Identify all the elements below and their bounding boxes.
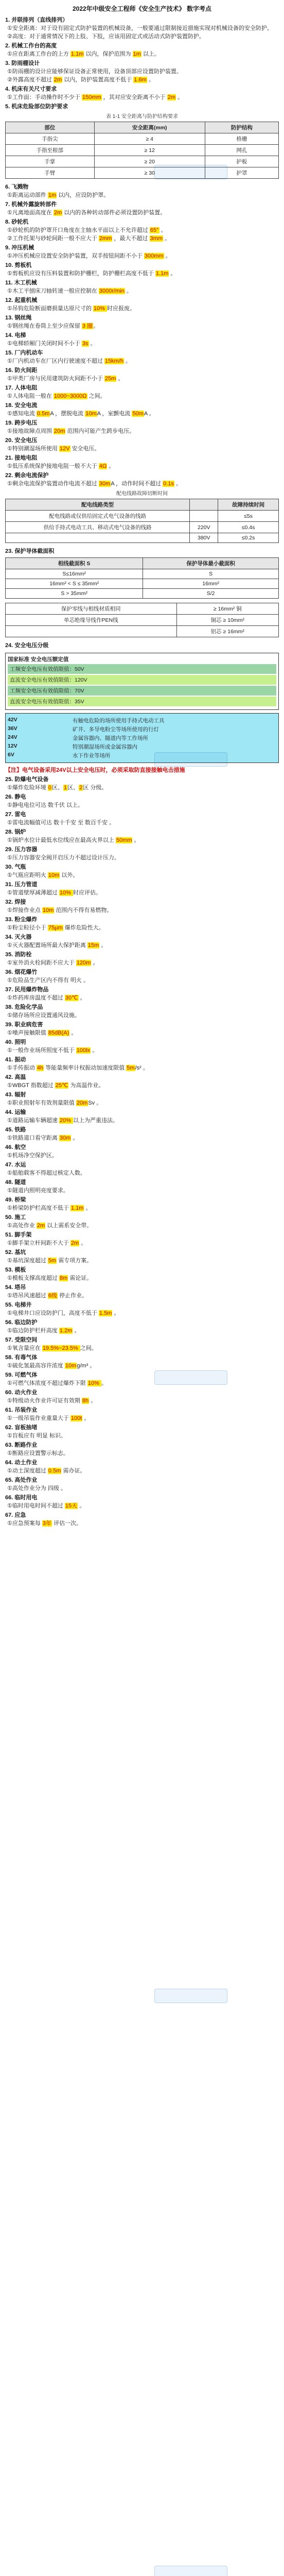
section-line: ①低压系统保护接地电阻一般不大于 4Ω 。	[7, 463, 115, 469]
table-row	[6, 626, 279, 637]
section-title: 6. 飞溅物	[5, 184, 29, 190]
section-line: ①爆炸危险环境 0区、1区、2区 分级。	[7, 785, 108, 791]
section-22	[5, 471, 279, 488]
voltage-desc: 水下作业等场所	[73, 753, 111, 759]
section-title: 64. 动土作业	[5, 1460, 38, 1466]
section-12	[5, 296, 279, 313]
section-title: 8. 砂轮机	[5, 219, 29, 225]
box-title: 国家标准 安全电压额定值	[8, 656, 69, 663]
section-title: 50. 施工	[5, 1214, 26, 1221]
section-26	[5, 793, 279, 809]
voltage-limit-row: 工频安全电压有效值限值：50V	[8, 664, 276, 674]
table-row	[6, 133, 279, 145]
section-title: 21. 接地电阻	[5, 455, 38, 461]
section-line: ①室外消火栓间距不应大于 120m 。	[7, 960, 99, 966]
watermark-logo	[154, 165, 227, 179]
section-title: 58. 有毒气体	[5, 1354, 38, 1361]
section-line: ①高处作业分为 四级 。	[7, 1485, 66, 1492]
table-cell: 格栅	[205, 133, 278, 145]
voltage-level-row	[8, 717, 276, 724]
section-63	[5, 1441, 279, 1458]
voltage-value: 42V	[8, 717, 17, 723]
section-10	[5, 261, 279, 278]
section-title: 49. 桥梁	[5, 1197, 26, 1203]
section-line: ①储存场所应设置通风设施。	[7, 1012, 80, 1019]
section-line: ①氧含量应在 19.5%~23.5% 之间。	[7, 1345, 97, 1351]
section-title: 17. 人体电阻	[5, 385, 38, 391]
voltage-value: 6V	[8, 752, 14, 758]
section-4	[5, 85, 279, 101]
section-title: 2. 机械工作台的高度	[5, 43, 57, 49]
table-cell: S	[143, 569, 279, 579]
section-53	[5, 1266, 279, 1282]
table-safety-distance	[5, 112, 279, 179]
section-66	[5, 1494, 279, 1510]
section-title: 25. 防爆电气设备	[5, 776, 49, 783]
section-line: ①特别潮湿场所使用 12V 安全电压。	[7, 446, 100, 452]
section-56	[5, 1318, 279, 1335]
table-row	[6, 145, 279, 156]
section-title: 7. 机械外露旋转部件	[5, 201, 57, 208]
section-title: 65. 高处作业	[5, 1477, 38, 1483]
section-line: ①管道壁厚减薄超过 10% 时应评估。	[7, 890, 101, 896]
section-title: 12. 起重机械	[5, 297, 38, 303]
section-line: ①安全距离：对于设有固定式防护装置的机械设备，一般要通过限制接近措施实现对机械设备的安全防护。	[7, 25, 273, 31]
voltage-level-row	[8, 743, 276, 751]
section-line: ①砂轮机的防护罩开口角度在主轴水平面以上不允许超过 65° 。	[7, 227, 167, 233]
section-51	[5, 1231, 279, 1247]
section-line: ①压力容器安全阀开启压力不超过设计压力。	[7, 855, 120, 861]
table-header-cell: 部位	[6, 122, 95, 133]
table-cell: 手指尖	[6, 133, 95, 145]
section-line: ①防雨棚的设计应能够保证设备正常使用，设备顶部应设置防护装置。	[7, 69, 182, 75]
section-title: 36. 烟花爆竹	[5, 969, 38, 975]
section-title: 52. 基坑	[5, 1249, 26, 1256]
voltage-value: 36V	[8, 725, 17, 732]
section-57	[5, 1336, 279, 1352]
section-line: ①焊接作业点 10m 范围内不得有易燃物。	[7, 907, 113, 913]
voltage-desc: 特别潮湿场所或金属容器内	[73, 744, 137, 750]
section-title: 18. 安全电流	[5, 402, 38, 409]
section-27	[5, 810, 279, 827]
table-cell: ≥ 4	[94, 133, 205, 145]
table-row	[6, 511, 279, 522]
section-29	[5, 845, 279, 862]
table-cell: 配电线路或仅供给固定式电气设备的线路	[6, 511, 190, 522]
section-line: ①厂内机动车在厂区内行驶速度不超过 15km/h 。	[7, 358, 132, 364]
table-cell: ≤0.4s	[218, 522, 279, 533]
section-line: ①临时用电时间不超过 15天 。	[7, 1503, 85, 1509]
voltage-desc: 有触电危险的场所使用手持式电动工具	[73, 718, 165, 724]
table-header-cell: 配电线路类型	[6, 499, 190, 511]
section-line: ①雷电流幅值可达 数十千安 至 数百千安 。	[7, 820, 115, 826]
table-cell: 手指至根部	[6, 145, 95, 156]
section-45	[5, 1126, 279, 1142]
section-54	[5, 1283, 279, 1300]
section-title: 42. 高温	[5, 1074, 26, 1080]
section-59	[5, 1371, 279, 1387]
table-cell: 保护零线与相线材质相同	[6, 603, 177, 615]
section-20	[5, 436, 279, 453]
table-cell: 网孔	[205, 145, 278, 156]
section-title: 4. 机床有关尺寸要求	[5, 86, 57, 92]
section-line: ①吊钩危险断面磨损量达原尺寸的 10% 时应报废。	[7, 306, 135, 312]
section-title: 41. 振动	[5, 1057, 26, 1063]
section-line: ①剩余电流保护装置动作电流不超过 30mA ，动作时间不超过 0.1s 。	[7, 481, 182, 487]
section-title: 32. 焊接	[5, 899, 26, 905]
table-header-cell	[190, 499, 218, 511]
section-36	[5, 968, 279, 985]
table-cell: 护罩	[205, 167, 278, 179]
section-52	[5, 1248, 279, 1265]
section-39	[5, 1021, 279, 1037]
section-7	[5, 200, 279, 217]
section-line: ①硫化氢最高容许浓度 10mg/m³ 。	[7, 1363, 96, 1369]
section-title: 53. 模板	[5, 1267, 26, 1273]
section-line: ①职业照射年有效剂量限值 20mSv 。	[7, 1100, 102, 1106]
table-cell: 16mm² < S ≤ 35mm²	[6, 579, 143, 589]
section-title: 37. 民用爆炸物品	[5, 987, 49, 993]
section-title: 11. 木工机械	[5, 280, 37, 286]
section-title: 20. 安全电压	[5, 437, 38, 444]
watermark-logo	[154, 752, 227, 767]
section-title: 46. 航空	[5, 1144, 26, 1150]
section-title: 27. 雷电	[5, 811, 26, 818]
section-title: 29. 压力容器	[5, 846, 38, 853]
table-cell: S/2	[143, 589, 279, 599]
section-24	[5, 641, 279, 650]
section-58	[5, 1353, 279, 1370]
section-title: 39. 职业病危害	[5, 1022, 43, 1028]
section-title: 26. 静电	[5, 794, 26, 800]
voltage-limit-row: 直流安全电压有效值限值：35V	[8, 697, 276, 706]
section-title: 38. 危险化学品	[5, 1004, 43, 1010]
section-line: ①电梯井口应设防护门，高度不低于 1.5m 。	[7, 1310, 120, 1316]
section-line: ①断路应设置警示标志。	[7, 1450, 69, 1456]
section-line: ①人体电阻一般在 1000~3000Ω 之间。	[7, 393, 106, 399]
section-line: ①手传振动 4h 等能量频率计权振动加速度限值 5m/s² 。	[7, 1065, 149, 1071]
section-34	[5, 933, 279, 950]
table-caption: 配电线路故障切断时间	[116, 491, 168, 497]
section-32	[5, 898, 279, 914]
section-title: 54. 塔吊	[5, 1284, 26, 1291]
table-row	[6, 167, 279, 179]
section-14	[5, 331, 279, 348]
section-5	[5, 103, 279, 111]
table-row	[6, 579, 279, 589]
section-line: ①一般作业场所照度不低于 100lx 。	[7, 1047, 98, 1054]
section-line: ①剪板机应设有压料装置和防护栅栏，防护栅栏高度不低于 1.1m 。	[7, 270, 176, 277]
table-cell: 护板	[205, 156, 278, 167]
table-header-cell: 故障持续时间	[218, 499, 279, 511]
section-37	[5, 986, 279, 1002]
section-line: ①气瓶应距明火 10m 以外。	[7, 872, 79, 878]
section-line: ①锅炉水位计最低水位线应在最高火界以上 50mm 。	[7, 837, 140, 843]
table-caption: 表 1-1 安全距离与防护结构要求	[105, 114, 178, 120]
section-line: ①基坑深度超过 5m 需专项方案。	[7, 1258, 93, 1264]
section-title: 55. 电梯井	[5, 1302, 32, 1308]
section-title: 34. 灭火器	[5, 934, 32, 940]
section-line: ①隧道内照明亮度要求。	[7, 1188, 69, 1194]
table-row	[6, 533, 279, 543]
section-title: 22. 剩余电流保护	[5, 472, 49, 479]
section-title: 59. 可燃气体	[5, 1372, 38, 1378]
section-line: ①木工平刨床刀轴转速一般应控制在 3000r/min 。	[7, 288, 132, 294]
section-title: 47. 水运	[5, 1162, 26, 1168]
section-line: ①距离运动部件 1m 以内，应设防护罩。	[7, 192, 110, 198]
watermark-logo	[154, 1370, 227, 1385]
section-line: ①粉尘粒径小于 75μm 爆炸危险性大。	[7, 925, 104, 931]
section-8	[5, 218, 279, 243]
table-cell: 铝芯 ≥ 16mm²	[176, 626, 278, 637]
section-title: 14. 电梯	[5, 332, 26, 338]
section-line: ①凡离地面高度在 2m 以内的各种转动部件必须设置防护装置。	[7, 210, 166, 216]
section-title: 9. 冲压机械	[5, 245, 34, 251]
section-13	[5, 314, 279, 330]
voltage-value: 12V	[8, 743, 17, 749]
section-line: ①高处作业 2m 以上需系安全带。	[7, 1223, 93, 1229]
table-cell: 手掌	[6, 156, 95, 167]
section-50	[5, 1213, 279, 1230]
section-title: 35. 消防栓	[5, 952, 32, 958]
section-line: ①铁路道口看守距离 30m 。	[7, 1135, 79, 1141]
section-2	[5, 42, 279, 58]
section-21	[5, 454, 279, 470]
section-line: ①感知电流 0.5mA ，摆脱电流 10mA ，室颤电流 50mA 。	[7, 411, 155, 417]
section-title: 19. 跨步电压	[5, 420, 38, 426]
section-title: 3. 防雨棚设计	[5, 60, 40, 66]
section-title: 62. 盲板抽堵	[5, 1425, 38, 1431]
table-cell	[6, 626, 177, 637]
section-48	[5, 1178, 279, 1195]
table-cell	[6, 533, 190, 543]
section-40	[5, 1038, 279, 1055]
section-60	[5, 1388, 279, 1405]
section-title: 16. 防火间距	[5, 367, 38, 374]
section-title: 43. 辐射	[5, 1092, 26, 1098]
table-cell: 手臂	[6, 167, 95, 179]
table-cell: ≥ 12	[94, 145, 205, 156]
table-cell: 供给手持式电动工具、移动式电气设备的线路	[6, 522, 190, 533]
section-line: ②外露高度不超过 2m 以内，防护装置高度不低于 1.6m 。	[7, 77, 154, 83]
section-line: ①应在距离工作台的上方 1.1m 以内，保护范围为 1m 以上。	[7, 51, 160, 57]
section-title: 45. 铁路	[5, 1127, 26, 1133]
section-line: ①甲类厂房与民用建筑防火间距不小于 25m 。	[7, 376, 124, 382]
section-title: 51. 脚手架	[5, 1232, 32, 1238]
table-cell: S > 35mm²	[6, 589, 143, 599]
section-15	[5, 349, 279, 365]
section-line: ①接地故障点周围 20m 范围内可能产生跨步电压。	[7, 428, 135, 434]
table-cell	[190, 511, 218, 522]
section-6	[5, 183, 279, 199]
section-title: 66. 临时用电	[5, 1495, 38, 1501]
section-line: ①WBGT 指数超过 25℃ 为高温作业。	[7, 1082, 104, 1089]
section-line: ①临边防护栏杆高度 1.2m 。	[7, 1328, 80, 1334]
watermark-logo	[154, 1989, 227, 2003]
table-cell: ≤0.2s	[218, 533, 279, 543]
note-line: 【注】电气设备采用24V以上安全电压时，必须采取防直接接触电击措施	[5, 767, 185, 773]
document-body	[5, 16, 279, 1528]
section-64	[5, 1459, 279, 1475]
section-18	[5, 401, 279, 418]
section-title: 10. 剪板机	[5, 262, 32, 268]
table-row	[6, 589, 279, 599]
section-line: ①可燃气体浓度不超过爆炸下限 10% 。	[7, 1380, 107, 1386]
section-35	[5, 951, 279, 967]
table-row	[6, 569, 279, 579]
section-title: 30. 气瓶	[5, 864, 26, 870]
table-header-cell: 相线截面积 S	[6, 558, 143, 569]
section-1	[5, 16, 279, 41]
table-cell: ≥ 20	[94, 156, 205, 167]
section-line: ①一级吊装作业重量大于 100t 。	[7, 1415, 90, 1421]
table-cell: S≤16mm²	[6, 569, 143, 579]
section-61	[5, 1406, 279, 1422]
section-title: 57. 受限空间	[5, 1337, 38, 1343]
section-title: 28. 锅炉	[5, 829, 26, 835]
section-41	[5, 1056, 279, 1072]
section-line: ①特级动火作业许可证有效期 8h 。	[7, 1398, 97, 1404]
section-16	[5, 366, 279, 383]
section-3	[5, 59, 279, 84]
section-title: 15. 厂内机动车	[5, 350, 43, 356]
section-38	[5, 1003, 279, 1020]
voltage-level-row	[8, 734, 276, 742]
section-line: ①桥梁防护栏高度不低于 1.1m 。	[7, 1205, 92, 1211]
section-31	[5, 880, 279, 897]
section-line: ①盲板应有 明显 标识。	[7, 1433, 66, 1439]
section-43	[5, 1091, 279, 1107]
section-title: 13. 钢丝绳	[5, 315, 32, 321]
section-9	[5, 244, 279, 260]
section-42	[5, 1073, 279, 1090]
section-title: 63. 断路作业	[5, 1442, 38, 1448]
section-line: ①机场净空保护区。	[7, 1153, 58, 1159]
table-pe-cross-section	[5, 557, 279, 599]
section-line: ①船舶载客不得超过核定人数。	[7, 1170, 86, 1176]
section-line: ①塔吊风速超过 6级 停止作业。	[7, 1293, 88, 1299]
section-33	[5, 916, 279, 932]
table-cell: 220V	[190, 522, 218, 533]
table-row	[6, 603, 279, 615]
section-title: 24. 安全电压分级	[5, 642, 49, 649]
table-header-cell: 安全距离(mm)	[94, 122, 205, 133]
section-line: ②高度：对于通常情况下的上肢、下肢，应该用固定式或活动式防护装置防护。	[7, 33, 205, 40]
section-title: 5. 机床危险部位防护要求	[5, 104, 68, 110]
section-line: ①工作面：手动操作时不少于 150mm ，其对应安全距离不小于 2m 。	[7, 94, 184, 100]
section-44	[5, 1108, 279, 1125]
section-title: 60. 动火作业	[5, 1389, 38, 1396]
section-title: 48. 隧道	[5, 1179, 26, 1185]
section-46	[5, 1143, 279, 1160]
section-title: 61. 吊装作业	[5, 1407, 38, 1413]
section-line: ①动土深度超过 0.5m 需办证。	[7, 1468, 86, 1474]
table-fault-time	[5, 489, 279, 543]
voltage-level-row	[8, 725, 276, 733]
section-19	[5, 419, 279, 435]
section-line: ①冲压机械应设置安全防护装置，双手按钮间距不小于 300mm 。	[7, 253, 171, 259]
section-title: 44. 运输	[5, 1109, 26, 1115]
table-cell: ≤5s	[218, 511, 279, 522]
table-cell: ≥ 16mm² 铜	[176, 603, 278, 615]
section-line: ①脚手架立杆间距不大于 2m 。	[7, 1240, 87, 1246]
table-pen-conductor	[5, 603, 279, 637]
table-row	[6, 156, 279, 167]
section-line: ①危险品生产区内不得有 明火 。	[7, 977, 89, 984]
voltage-desc: 金属容器内、隧道内等工作场所	[73, 735, 148, 741]
section-25	[5, 775, 279, 792]
table-header-cell: 保护导体最小截面积	[143, 558, 279, 569]
section-11	[5, 279, 279, 295]
section-47	[5, 1161, 279, 1177]
section-title: 33. 粉尘爆炸	[5, 917, 38, 923]
section-title: 67. 应急	[5, 1512, 26, 1518]
section-line: ①噪声接触限值 85dB(A) 。	[7, 1030, 77, 1036]
section-line: ①炸药库房温度不超过 30℃ 。	[7, 995, 86, 1001]
section-62	[5, 1423, 279, 1440]
table-header-cell: 防护结构	[205, 122, 278, 133]
section-line: ①道路运输车辆超速 20% 以上为严重违法。	[7, 1117, 118, 1124]
section-line: ①静电电位可达 数千伏 以上。	[7, 802, 83, 808]
table-row	[6, 615, 279, 626]
section-line: ①钢丝绳在卷筒上至少应保留 3 圈。	[7, 323, 99, 329]
voltage-limit-row: 工频安全电压有效值限值：70V	[8, 686, 276, 696]
table-cell: 380V	[190, 533, 218, 543]
table-cell: 铜芯 ≥ 10mm²	[176, 615, 278, 626]
watermark-logo	[154, 2566, 227, 2576]
table-row	[6, 522, 279, 533]
safety-voltage-box	[5, 653, 279, 710]
section-line: ②工作托架与砂轮间距一般不应大于 2mm ，最大不超过 3mm 。	[7, 235, 171, 242]
page-title: 2022年中级安全工程师《安全生产技术》 数字考点	[72, 5, 212, 12]
voltage-limit-row: 直流安全电压有效值限值：120V	[8, 675, 276, 685]
table-cell: 单芯绝缘导线作PEN线	[6, 615, 177, 626]
section-17	[5, 384, 279, 400]
voltage-desc: 矿井、多导电粉尘等场所使用的行灯	[73, 726, 159, 733]
section-title: 31. 压力管道	[5, 882, 38, 888]
section-55	[5, 1301, 279, 1317]
voltage-value: 24V	[8, 734, 17, 740]
section-30	[5, 863, 279, 879]
table-cell: ≥ 30	[94, 167, 205, 179]
voltage-levels-box	[5, 713, 279, 763]
section-title: 40. 照明	[5, 1039, 26, 1045]
voltage-level-row	[8, 752, 276, 759]
section-line: ①模板支撑高度超过 8m 需论证。	[7, 1275, 93, 1281]
section-65	[5, 1476, 279, 1493]
section-title: 1. 并联排列（直线排列）	[5, 17, 68, 23]
section-line: ①应急预案每 3年 评估一次。	[7, 1520, 82, 1527]
section-title: 56. 临边防护	[5, 1319, 38, 1326]
section-28	[5, 828, 279, 844]
section-49	[5, 1196, 279, 1212]
section-line: ①灭火器配置场所最大保护距离 15m 。	[7, 942, 107, 948]
table-cell: 16mm²	[143, 579, 279, 589]
section-23: 23. 保护导体截面积	[5, 548, 55, 554]
section-line: ①电梯轿厢门关闭时间不小于 3s 。	[7, 341, 96, 347]
section-67	[5, 1511, 279, 1528]
